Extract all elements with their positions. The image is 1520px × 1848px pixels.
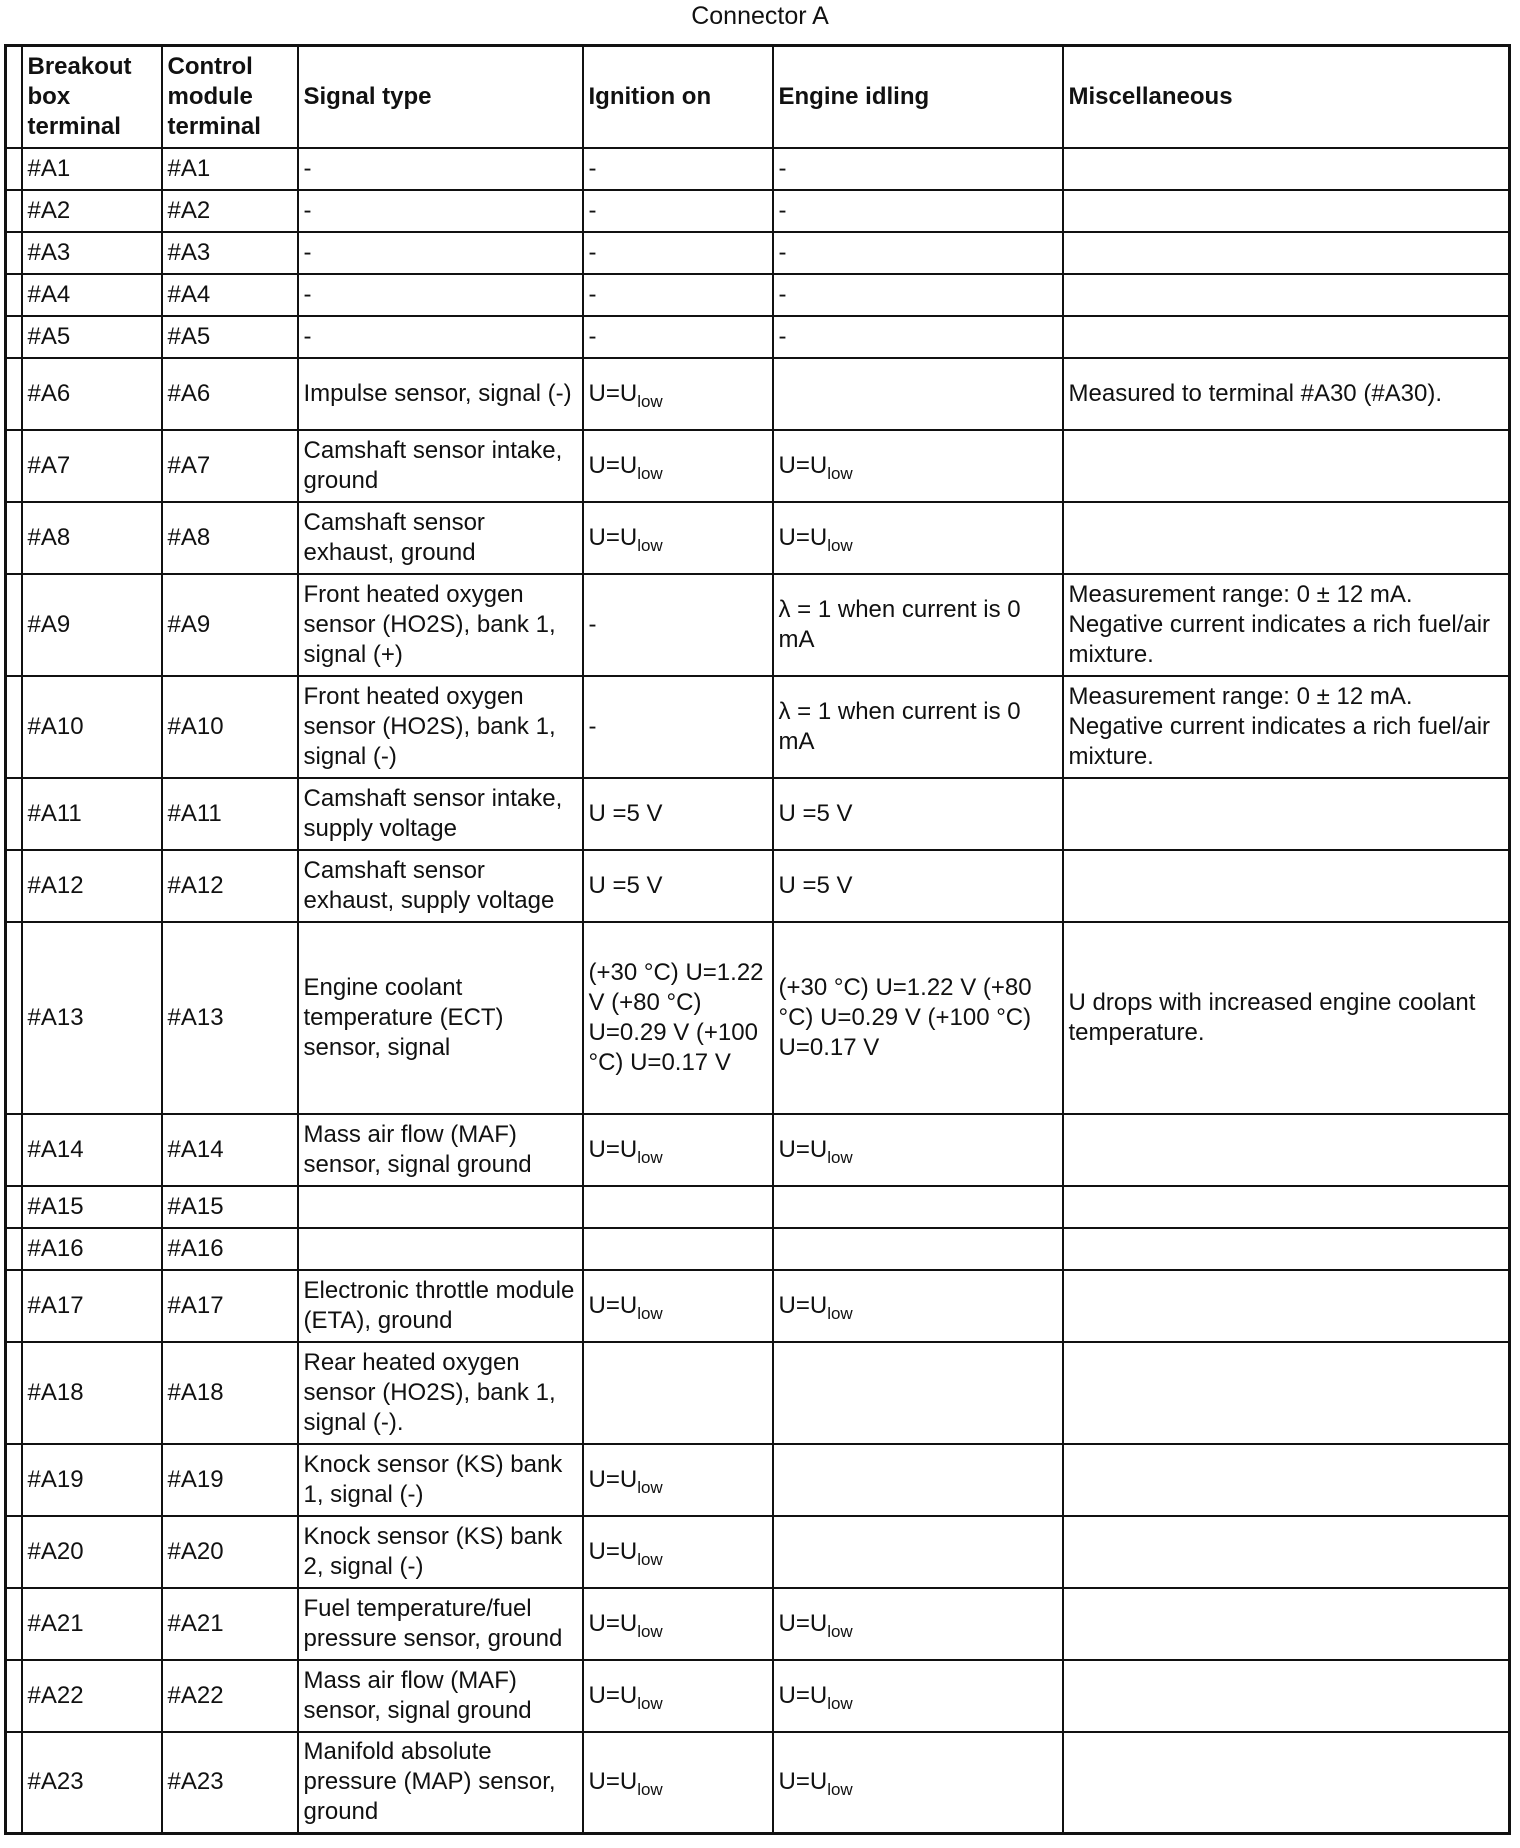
cell-idling: λ = 1 when current is 0 mA — [773, 574, 1063, 676]
table-row — [6, 850, 1510, 922]
table-row — [6, 1660, 1510, 1732]
cell-module: #A4 — [162, 274, 298, 316]
cell-ignition: $U=U_{low}$ — [583, 1114, 773, 1186]
cell-misc — [1063, 1660, 1510, 1732]
row-gutter — [6, 316, 22, 358]
cell-module: #A15 — [162, 1186, 298, 1228]
cell-misc — [1063, 430, 1510, 502]
row-gutter — [6, 358, 22, 430]
header-signal: Signal type — [298, 46, 583, 148]
cell-module: #A10 — [162, 676, 298, 778]
row-gutter — [6, 148, 22, 190]
cell-ignition: - — [583, 232, 773, 274]
cell-ignition: $U=U_{low}$ — [583, 1660, 773, 1732]
header-misc: Miscellaneous — [1063, 46, 1510, 148]
cell-ignition: $U=U_{low}$ — [583, 502, 773, 574]
cell-ignition: $U=U_{low}$ — [583, 1516, 773, 1588]
cell-idling: - — [773, 190, 1063, 232]
cell-breakout: #A3 — [22, 232, 162, 274]
cell-breakout: #A15 — [22, 1186, 162, 1228]
cell-module: #A9 — [162, 574, 298, 676]
row-gutter — [6, 778, 22, 850]
cell-breakout: #A16 — [22, 1228, 162, 1270]
cell-idling — [773, 358, 1063, 430]
cell-module: #A19 — [162, 1444, 298, 1516]
cell-ignition: - — [583, 316, 773, 358]
row-gutter — [6, 502, 22, 574]
cell-module: #A8 — [162, 502, 298, 574]
cell-idling: U =5 V — [773, 850, 1063, 922]
row-gutter — [6, 850, 22, 922]
cell-misc: Measurement range: 0 ± 12 mA. Negative current indicates a rich fuel/air mixture. — [1063, 574, 1510, 676]
row-gutter — [6, 1660, 22, 1732]
cell-misc — [1063, 274, 1510, 316]
cell-breakout: #A22 — [22, 1660, 162, 1732]
table-row — [6, 1342, 1510, 1444]
cell-breakout: #A17 — [22, 1270, 162, 1342]
cell-signal: Fuel temperature/fuel pressure sensor, ground — [298, 1588, 583, 1660]
row-gutter — [6, 1270, 22, 1342]
table-row — [6, 1444, 1510, 1516]
cell-idling: λ = 1 when current is 0 mA — [773, 676, 1063, 778]
cell-misc — [1063, 1270, 1510, 1342]
cell-ignition — [583, 1342, 773, 1444]
cell-breakout: #A19 — [22, 1444, 162, 1516]
table-row — [6, 1186, 1510, 1228]
header-idling: Engine idling — [773, 46, 1063, 148]
cell-misc — [1063, 1114, 1510, 1186]
cell-idling: $U=U_{low}$ — [773, 1114, 1063, 1186]
header-gutter — [6, 46, 22, 148]
cell-idling: $U=U_{low}$ — [773, 1588, 1063, 1660]
cell-breakout: #A2 — [22, 190, 162, 232]
cell-ignition — [583, 1228, 773, 1270]
cell-misc — [1063, 190, 1510, 232]
row-gutter — [6, 1114, 22, 1186]
row-gutter — [6, 1444, 22, 1516]
cell-module: #A21 — [162, 1588, 298, 1660]
row-gutter — [6, 1516, 22, 1588]
cell-breakout: #A11 — [22, 778, 162, 850]
table-row — [6, 430, 1510, 502]
cell-idling: - — [773, 274, 1063, 316]
cell-breakout: #A13 — [22, 922, 162, 1114]
cell-idling: (+30 °C) U=1.22 V (+80 °C) U=0.29 V (+100 °C) U=0.17 V — [773, 922, 1063, 1114]
cell-module: #A22 — [162, 1660, 298, 1732]
cell-signal: Engine coolant temperature (ECT) sensor, signal — [298, 922, 583, 1114]
cell-signal: Mass air flow (MAF) sensor, signal ground — [298, 1660, 583, 1732]
row-gutter — [6, 922, 22, 1114]
cell-signal: - — [298, 232, 583, 274]
cell-misc — [1063, 1342, 1510, 1444]
cell-breakout: #A18 — [22, 1342, 162, 1444]
cell-module: #A1 — [162, 148, 298, 190]
cell-misc — [1063, 1516, 1510, 1588]
cell-breakout: #A9 — [22, 574, 162, 676]
cell-idling — [773, 1228, 1063, 1270]
cell-idling: - — [773, 316, 1063, 358]
cell-ignition: - — [583, 190, 773, 232]
cell-module: #A5 — [162, 316, 298, 358]
cell-module: #A13 — [162, 922, 298, 1114]
table-row — [6, 190, 1510, 232]
row-gutter — [6, 1228, 22, 1270]
cell-idling: - — [773, 232, 1063, 274]
row-gutter — [6, 574, 22, 676]
cell-module: #A18 — [162, 1342, 298, 1444]
cell-misc — [1063, 316, 1510, 358]
cell-breakout: #A6 — [22, 358, 162, 430]
cell-breakout: #A7 — [22, 430, 162, 502]
row-gutter — [6, 676, 22, 778]
table-row — [6, 1588, 1510, 1660]
row-gutter — [6, 1732, 22, 1834]
cell-breakout: #A12 — [22, 850, 162, 922]
row-gutter — [6, 430, 22, 502]
cell-module: #A12 — [162, 850, 298, 922]
cell-breakout: #A14 — [22, 1114, 162, 1186]
table-row — [6, 1114, 1510, 1186]
table-row — [6, 1732, 1510, 1834]
cell-signal: Front heated oxygen sensor (HO2S), bank 1, signal (+) — [298, 574, 583, 676]
cell-signal: - — [298, 274, 583, 316]
cell-idling — [773, 1342, 1063, 1444]
row-gutter — [6, 1342, 22, 1444]
cell-ignition: - — [583, 676, 773, 778]
cell-signal: Impulse sensor, signal (-) — [298, 358, 583, 430]
header-row — [6, 46, 1510, 148]
cell-misc — [1063, 502, 1510, 574]
cell-breakout: #A23 — [22, 1732, 162, 1834]
table-row — [6, 1516, 1510, 1588]
table-row — [6, 1228, 1510, 1270]
cell-ignition: - — [583, 274, 773, 316]
cell-idling: $U=U_{low}$ — [773, 1270, 1063, 1342]
row-gutter — [6, 274, 22, 316]
cell-module: #A3 — [162, 232, 298, 274]
cell-module: #A2 — [162, 190, 298, 232]
header-module: Control module terminal — [162, 46, 298, 148]
cell-signal: Manifold absolute pressure (MAP) sensor, ground — [298, 1732, 583, 1834]
cell-misc — [1063, 232, 1510, 274]
cell-idling: U =5 V — [773, 778, 1063, 850]
row-gutter — [6, 232, 22, 274]
cell-idling: $U=U_{low}$ — [773, 502, 1063, 574]
cell-ignition: U =5 V — [583, 850, 773, 922]
cell-ignition: $U=U_{low}$ — [583, 358, 773, 430]
cell-module: #A20 — [162, 1516, 298, 1588]
cell-ignition: - — [583, 574, 773, 676]
cell-idling — [773, 1444, 1063, 1516]
cell-ignition: (+30 °C) U=1.22 V (+80 °C) U=0.29 V (+100 °C) U=0.17 V — [583, 922, 773, 1114]
cell-module: #A23 — [162, 1732, 298, 1834]
cell-signal: Electronic throttle module (ETA), ground — [298, 1270, 583, 1342]
cell-module: #A14 — [162, 1114, 298, 1186]
cell-signal — [298, 1228, 583, 1270]
cell-signal — [298, 1186, 583, 1228]
table-row — [6, 922, 1510, 1114]
cell-signal: Mass air flow (MAF) sensor, signal ground — [298, 1114, 583, 1186]
cell-misc — [1063, 850, 1510, 922]
cell-signal: - — [298, 316, 583, 358]
cell-breakout: #A1 — [22, 148, 162, 190]
cell-signal: Camshaft sensor exhaust, ground — [298, 502, 583, 574]
cell-module: #A11 — [162, 778, 298, 850]
table-row — [6, 778, 1510, 850]
cell-ignition: $U=U_{low}$ — [583, 430, 773, 502]
connector-table — [4, 44, 1511, 1835]
cell-signal: Front heated oxygen sensor (HO2S), bank 1, signal (-) — [298, 676, 583, 778]
table-row — [6, 502, 1510, 574]
cell-module: #A17 — [162, 1270, 298, 1342]
cell-misc — [1063, 1228, 1510, 1270]
cell-breakout: #A10 — [22, 676, 162, 778]
header-breakout: Breakout box terminal — [22, 46, 162, 148]
cell-misc — [1063, 148, 1510, 190]
cell-signal: Rear heated oxygen sensor (HO2S), bank 1, signal (-). — [298, 1342, 583, 1444]
cell-signal: Camshaft sensor intake, ground — [298, 430, 583, 502]
cell-ignition: $U=U_{low}$ — [583, 1444, 773, 1516]
cell-idling — [773, 1516, 1063, 1588]
cell-misc — [1063, 1732, 1510, 1834]
cell-misc — [1063, 778, 1510, 850]
cell-signal: Knock sensor (KS) bank 2, signal (-) — [298, 1516, 583, 1588]
table-row — [6, 676, 1510, 778]
cell-signal: Camshaft sensor intake, supply voltage — [298, 778, 583, 850]
table-row — [6, 148, 1510, 190]
cell-ignition: - — [583, 148, 773, 190]
cell-misc: U drops with increased engine coolant temperature. — [1063, 922, 1510, 1114]
cell-signal: Knock sensor (KS) bank 1, signal (-) — [298, 1444, 583, 1516]
header-ignition: Ignition on — [583, 46, 773, 148]
cell-misc: Measurement range: 0 ± 12 mA. Negative current indicates a rich fuel/air mixture. — [1063, 676, 1510, 778]
cell-misc — [1063, 1186, 1510, 1228]
cell-breakout: #A21 — [22, 1588, 162, 1660]
cell-idling: - — [773, 148, 1063, 190]
cell-module: #A16 — [162, 1228, 298, 1270]
table-row — [6, 358, 1510, 430]
cell-signal: Camshaft sensor exhaust, supply voltage — [298, 850, 583, 922]
cell-ignition: $U=U_{low}$ — [583, 1270, 773, 1342]
cell-breakout: #A4 — [22, 274, 162, 316]
cell-ignition: U =5 V — [583, 778, 773, 850]
table-caption: Connector A — [691, 2, 829, 30]
cell-misc: Measured to terminal #A30 (#A30). — [1063, 358, 1510, 430]
table-row — [6, 574, 1510, 676]
cell-ignition: $U=U_{low}$ — [583, 1732, 773, 1834]
cell-ignition — [583, 1186, 773, 1228]
table-row — [6, 232, 1510, 274]
cell-idling — [773, 1186, 1063, 1228]
cell-misc — [1063, 1588, 1510, 1660]
cell-breakout: #A8 — [22, 502, 162, 574]
table-row — [6, 316, 1510, 358]
cell-idling: $U=U_{low}$ — [773, 430, 1063, 502]
cell-signal: - — [298, 190, 583, 232]
cell-ignition: $U=U_{low}$ — [583, 1588, 773, 1660]
row-gutter — [6, 1588, 22, 1660]
cell-misc — [1063, 1444, 1510, 1516]
cell-module: #A6 — [162, 358, 298, 430]
cell-breakout: #A5 — [22, 316, 162, 358]
table-row — [6, 1270, 1510, 1342]
cell-module: #A7 — [162, 430, 298, 502]
row-gutter — [6, 1186, 22, 1228]
table-row — [6, 274, 1510, 316]
cell-breakout: #A20 — [22, 1516, 162, 1588]
cell-idling: $U=U_{low}$ — [773, 1732, 1063, 1834]
cell-idling: $U=U_{low}$ — [773, 1660, 1063, 1732]
cell-signal: - — [298, 148, 583, 190]
row-gutter — [6, 190, 22, 232]
